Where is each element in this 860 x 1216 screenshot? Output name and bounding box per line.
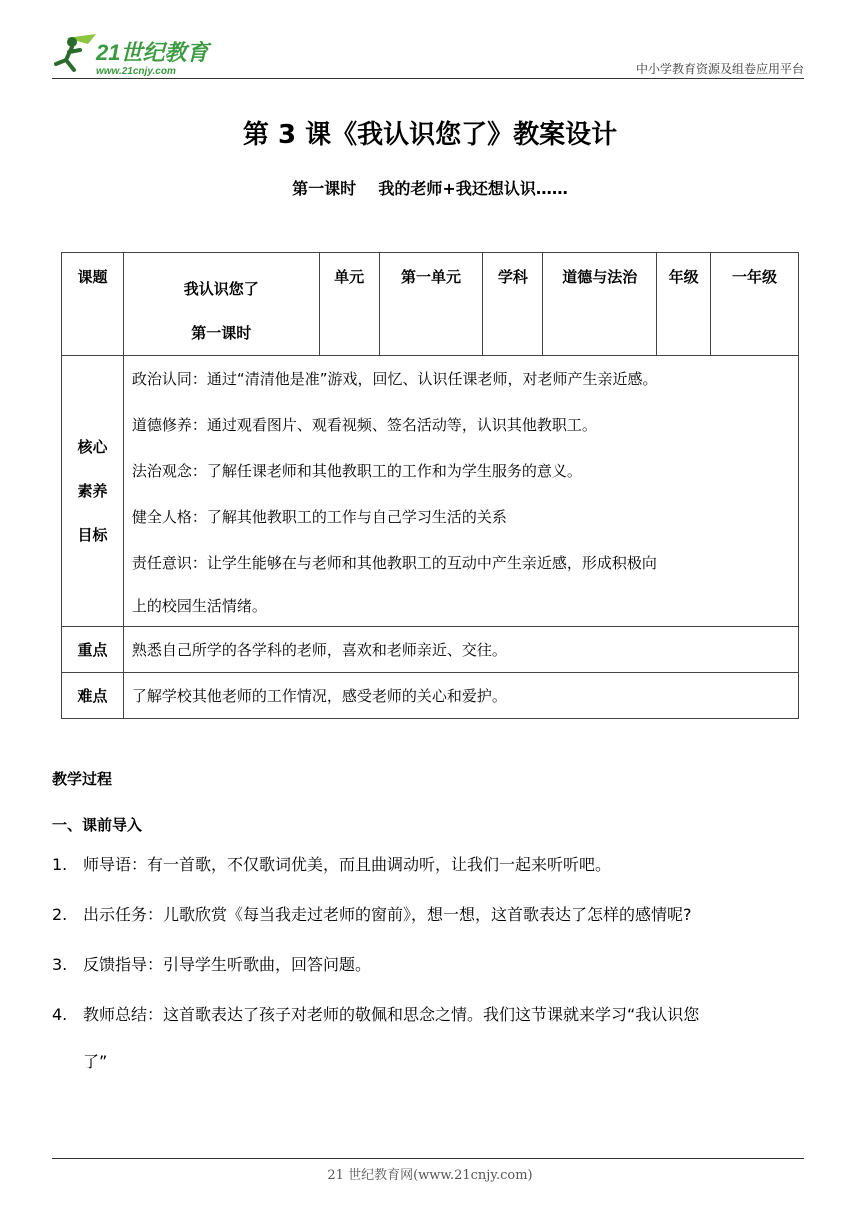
core-label-line: 目标 bbox=[77, 526, 108, 544]
core-label-line: 素养 bbox=[77, 482, 108, 500]
item-number: 4. bbox=[52, 1005, 68, 1024]
goal-item: 上的校园生活情绪。 bbox=[131, 597, 267, 615]
goal-item: 法治观念：了解任课老师和其他教职工的工作和为学生服务的意义。 bbox=[131, 462, 582, 480]
table-row bbox=[62, 673, 799, 719]
platform-name: 中小学教育资源及组卷应用平台 bbox=[635, 62, 804, 76]
process-list bbox=[52, 840, 812, 1084]
difficulty-value: 了解学校其他老师的工作情况，感受老师的关心和爱护。 bbox=[123, 673, 798, 719]
goal-item: 道德修养：通过观看图片、观看视频、签名活动等，认识其他教职工。 bbox=[131, 416, 597, 434]
item-number: 2. bbox=[52, 905, 68, 924]
logo-21cnjy bbox=[52, 30, 222, 78]
svg-text:www.21cnjy.com: www.21cnjy.com bbox=[96, 66, 176, 77]
subject-value: 道德与法治 bbox=[543, 253, 657, 356]
header-divider bbox=[52, 78, 804, 79]
unit-value: 第一单元 bbox=[379, 253, 483, 356]
item-text-continued: 了” bbox=[83, 1052, 108, 1071]
key-point-value: 熟悉自己所学的各学科的老师，喜欢和老师亲近、交往。 bbox=[123, 627, 798, 673]
core-label-line: 核心 bbox=[77, 438, 108, 456]
list-item bbox=[52, 840, 812, 890]
section-heading: 一、课前导入 bbox=[52, 816, 143, 834]
item-text: 教师总结：这首歌表达了孩子对老师的敬佩和思念之情。我们这节课就来学习“我认识您 bbox=[83, 1005, 700, 1024]
table-row bbox=[62, 627, 799, 673]
table-row bbox=[62, 356, 799, 627]
key-point-label: 重点 bbox=[62, 627, 124, 673]
page-title: 第 3 课《我认识您了》教案设计 bbox=[242, 120, 618, 150]
table-row bbox=[62, 253, 799, 356]
topic-value-line: 第一课时 bbox=[191, 324, 252, 342]
grade-label: 年级 bbox=[657, 253, 711, 356]
item-number: 3. bbox=[52, 955, 68, 974]
goal-item: 责任意识：让学生能够在与老师和其他教职工的互动中产生亲近感，形成积极向 bbox=[131, 554, 657, 572]
difficulty-label: 难点 bbox=[62, 673, 124, 719]
subject-label: 学科 bbox=[483, 253, 543, 356]
core-literacy-goals bbox=[123, 356, 798, 627]
lesson-info-table bbox=[61, 252, 799, 719]
goal-item: 健全人格：了解其他教职工的工作与自己学习生活的关系 bbox=[131, 508, 507, 526]
goal-item: 政治认同：通过“清清他是准”游戏，回忆、认识任课老师，对老师产生亲近感。 bbox=[131, 370, 658, 388]
topic-value bbox=[123, 253, 319, 356]
list-item bbox=[52, 940, 812, 990]
list-item bbox=[52, 890, 812, 940]
unit-label: 单元 bbox=[319, 253, 379, 356]
item-number: 1. bbox=[52, 855, 68, 874]
core-literacy-label bbox=[62, 356, 124, 627]
item-text: 反馈指导：引导学生听歌曲，回答问题。 bbox=[83, 955, 372, 974]
item-text: 师导语：有一首歌，不仅歌词优美，而且曲调动听，让我们一起来听听吧。 bbox=[83, 855, 612, 874]
list-item bbox=[52, 990, 812, 1084]
grade-value: 一年级 bbox=[711, 253, 799, 356]
topic-label: 课题 bbox=[62, 253, 124, 356]
process-heading: 教学过程 bbox=[52, 770, 113, 788]
footer-divider bbox=[52, 1158, 804, 1159]
page-subtitle: 第一课时 我的老师+我还想认识…… bbox=[292, 179, 568, 198]
page-footer: 21 世纪教育网(www.21cnjy.com) bbox=[327, 1168, 533, 1183]
item-text: 出示任务：儿歌欣赏《每当我走过老师的窗前》，想一想，这首歌表达了怎样的感情呢? bbox=[83, 905, 692, 924]
svg-text:21世纪教育: 21世纪教育 bbox=[96, 40, 209, 65]
topic-value-line: 我认识您了 bbox=[183, 280, 259, 298]
